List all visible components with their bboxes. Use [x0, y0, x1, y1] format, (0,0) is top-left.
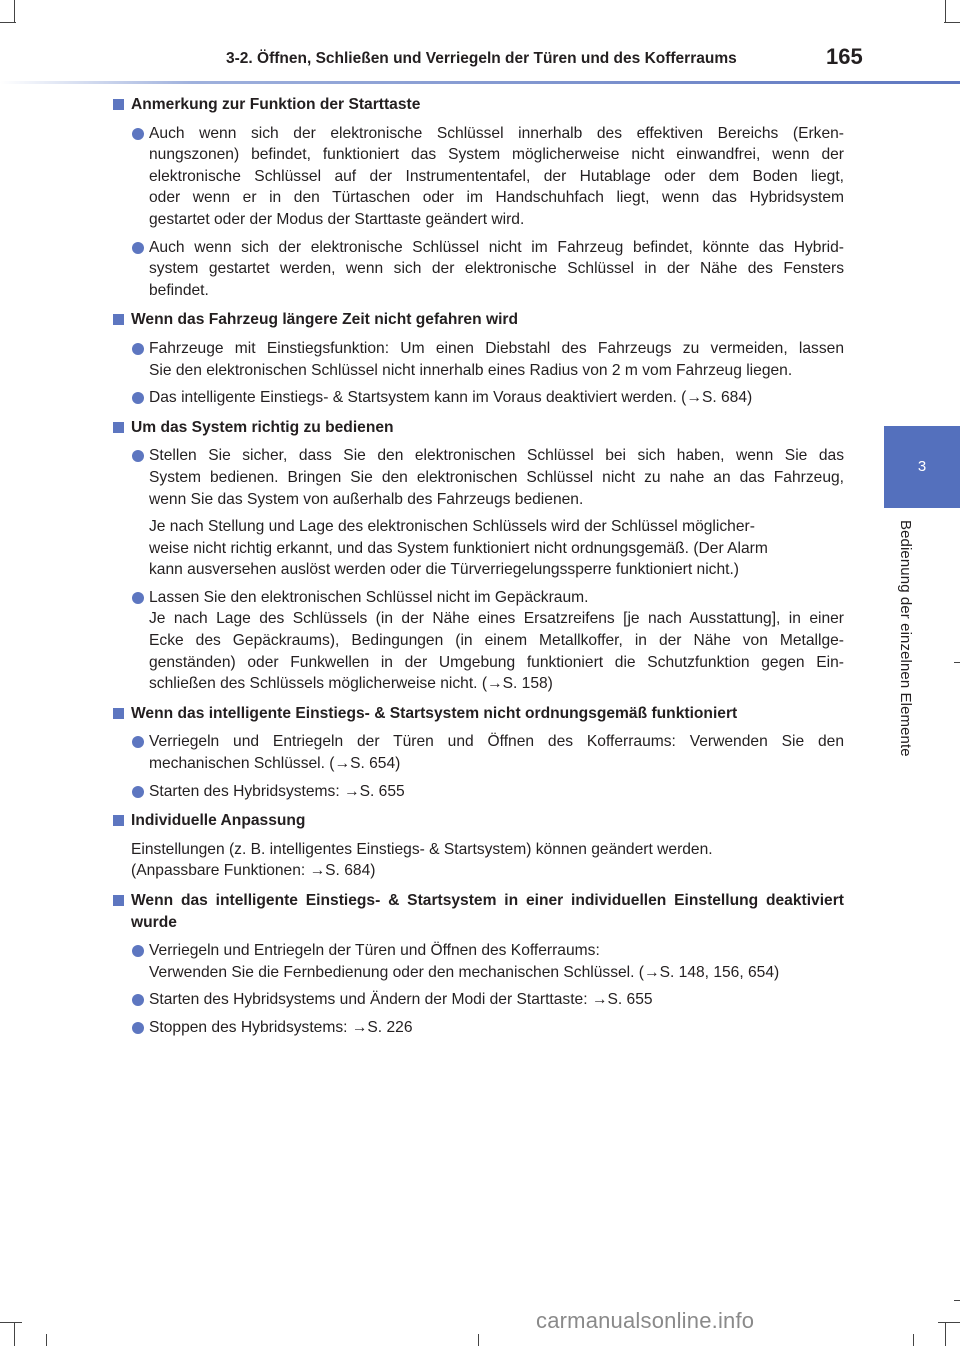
bullet-item: Fahrzeuge mit Einstiegsfunktion: Um einen Diebstahl des Fahrzeugs zu vermeiden, lassen Sie den elektronischen Schlüssel nicht innerhalb eines Radius von 2 m vom Fahrzeug liegen.: [112, 338, 844, 381]
square-bullet-icon: [113, 895, 124, 906]
bullet-item: Stoppen des Hybridsystems: →S. 226: [112, 1017, 844, 1039]
crop-mark: [945, 0, 946, 22]
crop-mark: [954, 1300, 960, 1301]
page-number: 165: [826, 44, 863, 69]
crop-mark: [14, 1322, 15, 1346]
header-rule: [0, 81, 960, 84]
chapter-label: Bedienung der einzelnen Elemente: [897, 520, 914, 757]
page-header-title: 3-2. Öffnen, Schließen und Verriegeln der Türen und des Kofferraums: [226, 50, 737, 67]
paragraph: Einstellungen (z. B. intelligentes Einstiegs- & Startsystem) können geändert werden. (Anpassbare Funktionen: →S. 684): [131, 840, 713, 880]
bullet-item: Verriegeln und Entriegeln der Türen und Öffnen des Kofferraums: Verwenden Sie die Fernbedienung oder den mechanischen Schlüssel. (→S. 148, 156, 654): [112, 940, 844, 983]
crop-mark: [938, 1322, 960, 1323]
crop-mark: [913, 1334, 914, 1346]
crop-mark: [944, 22, 960, 23]
bullet-item: Auch wenn sich der elektronische Schlüssel nicht im Fahrzeug befindet, könnte das Hybrid- system gestartet werden, wenn sich der elektronische Schlüssel in der Nähe des Fensters befindet.: [112, 237, 844, 302]
circle-bullet-icon: [132, 592, 144, 604]
circle-bullet-icon: [132, 128, 144, 140]
circle-bullet-icon: [132, 343, 144, 355]
crop-mark: [478, 1334, 479, 1346]
section-heading: Wenn das intelligente Einstiegs- & Startsystem in einer individuellen Einstellung deaktiviert wurde: [112, 890, 844, 933]
bullet-item: Verriegeln und Entriegeln der Türen und Öffnen des Kofferraums: Verwenden Sie den mechanischen Schlüssel. (→S. 654): [112, 731, 844, 774]
square-bullet-icon: [113, 815, 124, 826]
chapter-tab-rule: [884, 506, 960, 508]
bullet-item: Starten des Hybridsystems: →S. 655: [112, 781, 844, 803]
bullet-item: Stellen Sie sicher, dass Sie den elektronischen Schlüssel bei sich haben, wenn Sie das System bedienen. Bringen Sie den elektronischen Schlüssel nicht zu nahe an das Fahrzeug, wenn Sie das System von außerhalb des Fahrzeugs bedienen.: [112, 445, 844, 510]
square-bullet-icon: [113, 422, 124, 433]
watermark: carmanualsonline.info: [536, 1308, 755, 1333]
circle-bullet-icon: [132, 242, 144, 254]
crop-mark: [0, 1322, 22, 1323]
square-bullet-icon: [113, 314, 124, 325]
circle-bullet-icon: [132, 1022, 144, 1034]
page-content: [112, 94, 844, 1045]
crop-mark: [945, 1322, 946, 1346]
circle-bullet-icon: [132, 736, 144, 748]
square-bullet-icon: [113, 99, 124, 110]
section-heading: Individuelle Anpassung: [112, 810, 844, 832]
circle-bullet-icon: [132, 450, 144, 462]
bullet-note: Je nach Stellung und Lage des elektronischen Schlüssels wird der Schlüssel möglicher- weise nicht richtig erkannt, und das System funktioniert nicht ordnungsgemäß. (Der Alarm kann ausversehen auslöst werden oder die Türverriegelungssperre funktioniert nicht.): [149, 518, 768, 579]
circle-bullet-icon: [132, 994, 144, 1006]
crop-mark: [954, 662, 960, 663]
bullet-item: Lassen Sie den elektronischen Schlüssel nicht im Gepäckraum. Je nach Lage des Schlüssels (in der Nähe eines Ersatzreifens [je nach Ausstattung], in einer Ecke des Gepäckraums), Bedingungen (in einem Metallkoffer, in der Nähe von Metallge- genständen) oder Funkwellen in der Umgebung funktioniert die Schutzfunktion gegen Ein- schließen des Schlüssels möglicherweise nicht. (→S. 158): [112, 587, 844, 695]
crop-mark: [46, 1334, 47, 1346]
crop-mark: [14, 0, 15, 22]
crop-mark: [0, 22, 16, 23]
square-bullet-icon: [113, 708, 124, 719]
circle-bullet-icon: [132, 392, 144, 404]
bullet-item: Auch wenn sich der elektronische Schlüssel innerhalb des effektiven Bereichs (Erken- nungszonen) befindet, funktioniert das System möglicherweise nicht einwandfrei, wenn der elektronische Schlüssel auf der Instrumententafel, der Hutablage oder dem Boden liegt, oder wenn er in den Türtaschen oder im Handschuhfach liegt, wenn das Hybridsystem gestartet oder der Modus der Starttaste geändert wird.: [112, 123, 844, 231]
chapter-number: 3: [917, 457, 927, 475]
circle-bullet-icon: [132, 945, 144, 957]
bullet-item: Das intelligente Einstiegs- & Startsystem kann im Voraus deaktiviert werden. (→S. 684): [112, 387, 844, 409]
section-heading: Wenn das intelligente Einstiegs- & Startsystem nicht ordnungsgemäß funktioniert: [112, 703, 844, 725]
circle-bullet-icon: [132, 786, 144, 798]
section-heading: Anmerkung zur Funktion der Starttaste: [112, 94, 844, 116]
chapter-tab: [884, 426, 960, 506]
section-heading: Um das System richtig zu bedienen: [112, 417, 844, 439]
section-heading: Wenn das Fahrzeug längere Zeit nicht gefahren wird: [112, 309, 844, 331]
bullet-item: Starten des Hybridsystems und Ändern der Modi der Starttaste: →S. 655: [112, 989, 844, 1011]
